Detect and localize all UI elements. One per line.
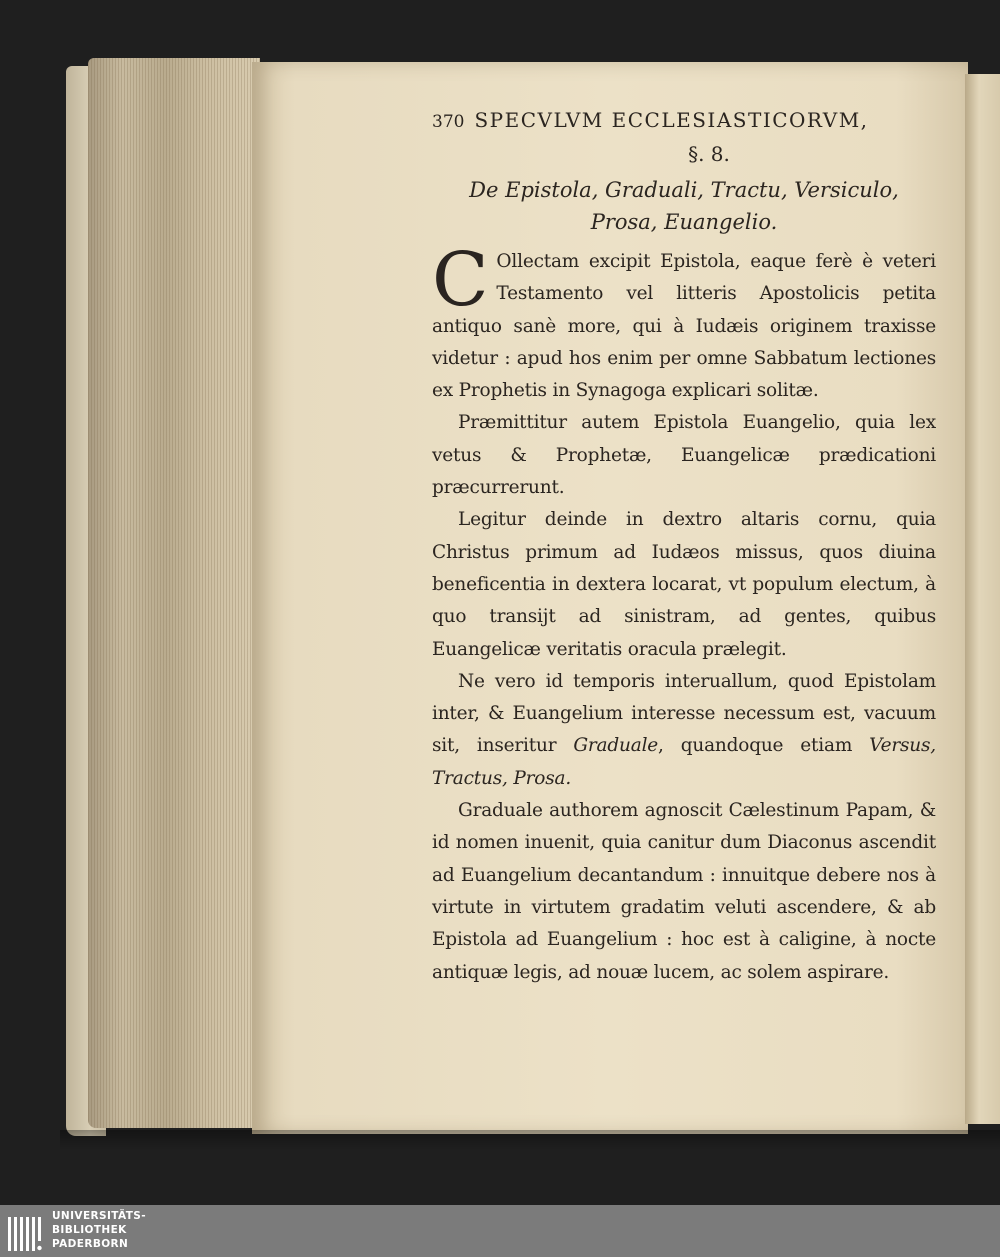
paragraph-4-c: , quandoque etiam bbox=[658, 735, 870, 757]
library-logo-icon bbox=[6, 1213, 46, 1255]
paragraph-1 bbox=[432, 237, 936, 407]
paragraph-5: Graduale authorem agnoscit Cælestinum Papam, & id nomen inuenit, quia canitur dum Diaconus ascendit ad Euangelium decantandum : innuitque debere nos à virtute in virtutem gradatim veluti ascendere, & ab Epistola ad Euangelium : hoc est à caligine, à nocte antiquæ legis, ad nouæ lucem, ac solem aspirare. bbox=[432, 800, 936, 983]
paragraph-4-a: Ne vero id temporis interuallum, quod Epistolam inter, & Euangelium interesse necessum est, vacuum sit, inseritur bbox=[432, 670, 936, 757]
paragraph-2: Præmittitur autem Epistola Euangelio, quia lex vetus & Prophetæ, Euangelicæ prædicationi præcurrerunt. bbox=[432, 412, 936, 499]
logo-line-1: UNIVERSITÄTS- bbox=[52, 1210, 147, 1222]
section-heading bbox=[432, 174, 936, 238]
paragraph-4 bbox=[432, 666, 936, 795]
paragraph-1-text: Ollectam excipit Epistola, eaque ferè è veteri Testamento vel litteris Apostolicis petita antiquo sanè more, qui à Iudæis originem traxisse videtur : apud hos enim per omne Sabbatum lectiones ex Prophetis in Synagoga explicari solitæ. bbox=[432, 251, 936, 402]
facing-page-edge bbox=[965, 74, 1000, 1124]
library-footer bbox=[0, 1205, 1000, 1257]
paragraph-4-d: Versus, Tractus, Prosa. bbox=[432, 735, 936, 789]
body-text bbox=[432, 237, 936, 989]
shadow bbox=[60, 1130, 1000, 1150]
paragraph-3: Legitur deinde in dextro altaris cornu, quia Christus primum ad Iudæos missus, quos diuina beneficentia in dextera locarat, vt populum electum, à quo transijt ad sinistram, ad gentes, quibus Euangelicæ veritatis oracula prælegit. bbox=[432, 509, 936, 660]
section-number: §. 8. bbox=[688, 142, 730, 166]
logo-line-2: BIBLIOTHEK bbox=[52, 1224, 127, 1236]
paragraph-4-b: Graduale bbox=[573, 735, 659, 757]
library-logo-text bbox=[52, 1209, 146, 1251]
page-text bbox=[432, 108, 936, 989]
running-head bbox=[432, 108, 936, 132]
page-edges bbox=[88, 58, 260, 1128]
heading-line-2: Prosa, Euangelio. bbox=[590, 210, 778, 234]
heading-line-1: De Epistola, Graduali, Tractu, Versiculo, bbox=[469, 178, 899, 202]
running-title: SPECVLVM ECCLESIASTICORVM, bbox=[474, 108, 869, 132]
logo-line-3: PADERBORN bbox=[52, 1238, 129, 1250]
drop-cap: C bbox=[432, 237, 489, 323]
page-number: 370 bbox=[432, 112, 465, 132]
